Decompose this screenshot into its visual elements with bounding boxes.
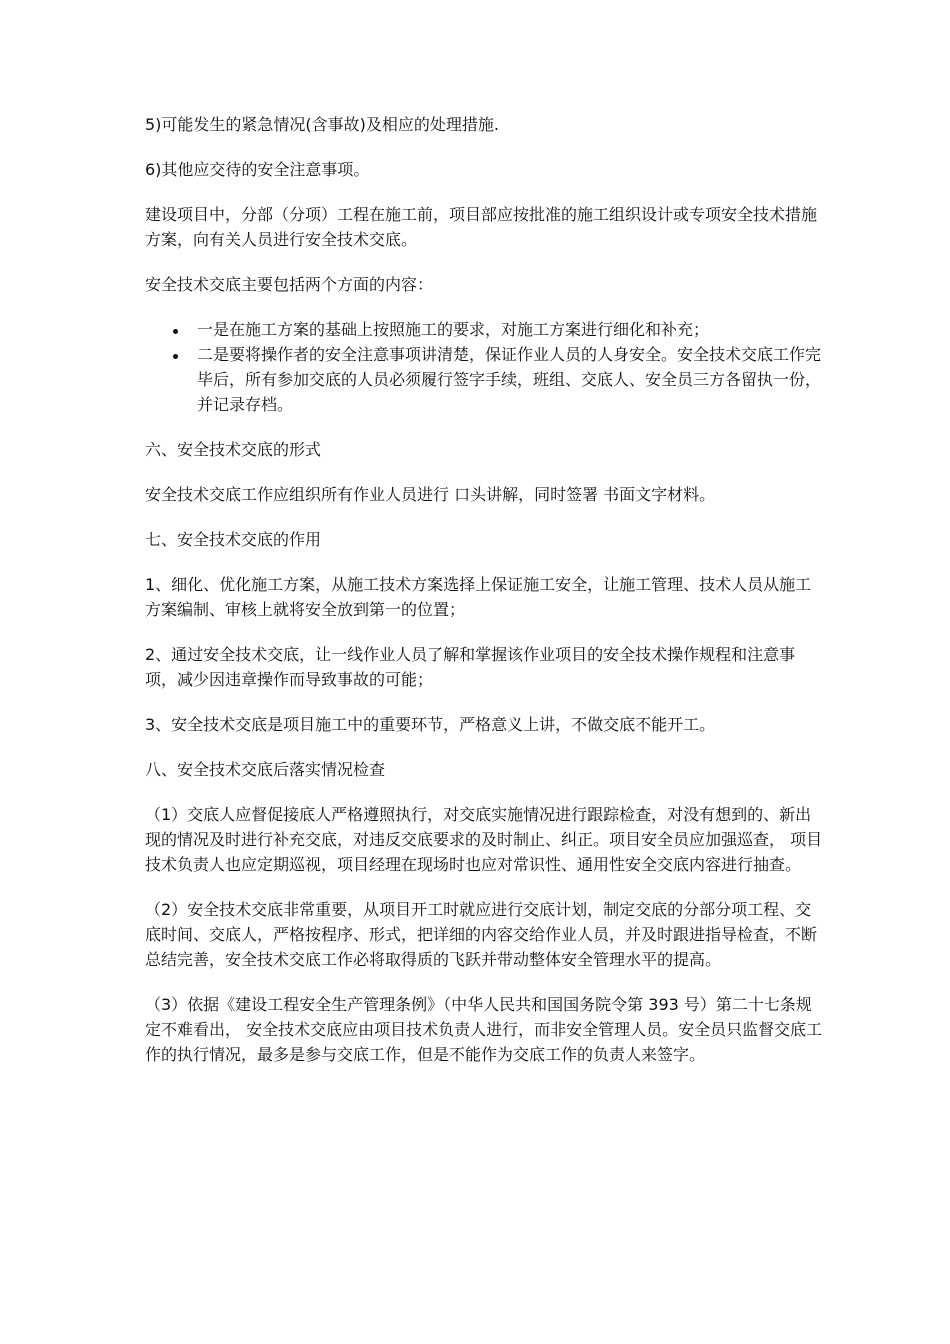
paragraph-item-6: 6)其他应交待的安全注意事项。 bbox=[145, 160, 370, 179]
section-heading-8: 八、安全技术交底后落实情况检查 bbox=[145, 760, 386, 779]
bullet-list bbox=[145, 317, 825, 417]
paragraph-item-5: 5)可能发生的紧急情况(含事故)及相应的处理措施. bbox=[145, 115, 499, 134]
section-heading-6: 六、安全技术交底的形式 bbox=[145, 440, 322, 459]
paragraph-intro: 建设项目中，分部（分项）工程在施工前，项目部应按批准的施工组织设计或专项安全技术措施方案，向有关人员进行安全技术交底。 bbox=[145, 205, 818, 249]
bullet-dot-icon bbox=[173, 329, 178, 334]
list-item bbox=[145, 317, 825, 342]
paragraph-two-aspects: 安全技术交底主要包括两个方面的内容： bbox=[145, 275, 434, 294]
section-8-item-1: （1）交底人应督促接底人严格遵照执行，对交底实施情况进行跟踪检查，对没有想到的、新出现的情况及时进行补充交底，对违反交底要求的及时制止、纠正。项目安全员应加强巡查， 项目技术负责人也应定期巡视，项目经理在现场时也应对常识性、通用性安全交底内容进行抽查。 bbox=[145, 805, 823, 874]
document-page bbox=[145, 112, 825, 1087]
section-7-item-2: 2、通过安全技术交底，让一线作业人员了解和掌握该作业项目的安全技术操作规程和注意事项，减少因违章操作而导致事故的可能； bbox=[145, 645, 796, 689]
section-heading-7: 七、安全技术交底的作用 bbox=[145, 530, 322, 549]
section-7-item-3: 3、安全技术交底是项目施工中的重要环节，严格意义上讲，不做交底不能开工。 bbox=[145, 715, 716, 734]
section-8-item-3: （3）依据《建设工程安全生产管理条例》（中华人民共和国国务院令第 393 号）第二十七条规定不难看出， 安全技术交底应由项目技术负责人进行，而非安全管理人员。安全员只监督交底工作的执行情况，最多是参与交底工作，但是不能作为交底工作的负责人来签字。 bbox=[145, 995, 823, 1064]
section-8-item-2: （2）安全技术交底非常重要，从项目开工时就应进行交底计划，制定交底的分部分项工程、交底时间、交底人，严格按程序、形式，把详细的内容交给作业人员，并及时跟进指导检查，不断总结完善，安全技术交底工作必将取得质的飞跃并带动整体安全管理水平的提高。 bbox=[145, 900, 818, 969]
list-item bbox=[145, 342, 825, 417]
section-6-text: 安全技术交底工作应组织所有作业人员进行 口头讲解，同时签署 书面文字材料。 bbox=[145, 485, 716, 504]
bullet-dot-icon bbox=[173, 354, 178, 359]
list-item-text: 一是在施工方案的基础上按照施工的要求，对施工方案进行细化和补充； bbox=[197, 320, 710, 339]
list-item-text: 二是要将操作者的安全注意事项讲清楚，保证作业人员的人身安全。安全技术交底工作完毕后，所有参加交底的人员必须履行签字手续，班组、交底人、安全员三方各留执一份，并记录存档。 bbox=[197, 345, 822, 414]
section-7-item-1: 1、细化、优化施工方案，从施工技术方案选择上保证施工安全，让施工管理、技术人员从施工方案编制、审核上就将安全放到第一的位置； bbox=[145, 575, 812, 619]
